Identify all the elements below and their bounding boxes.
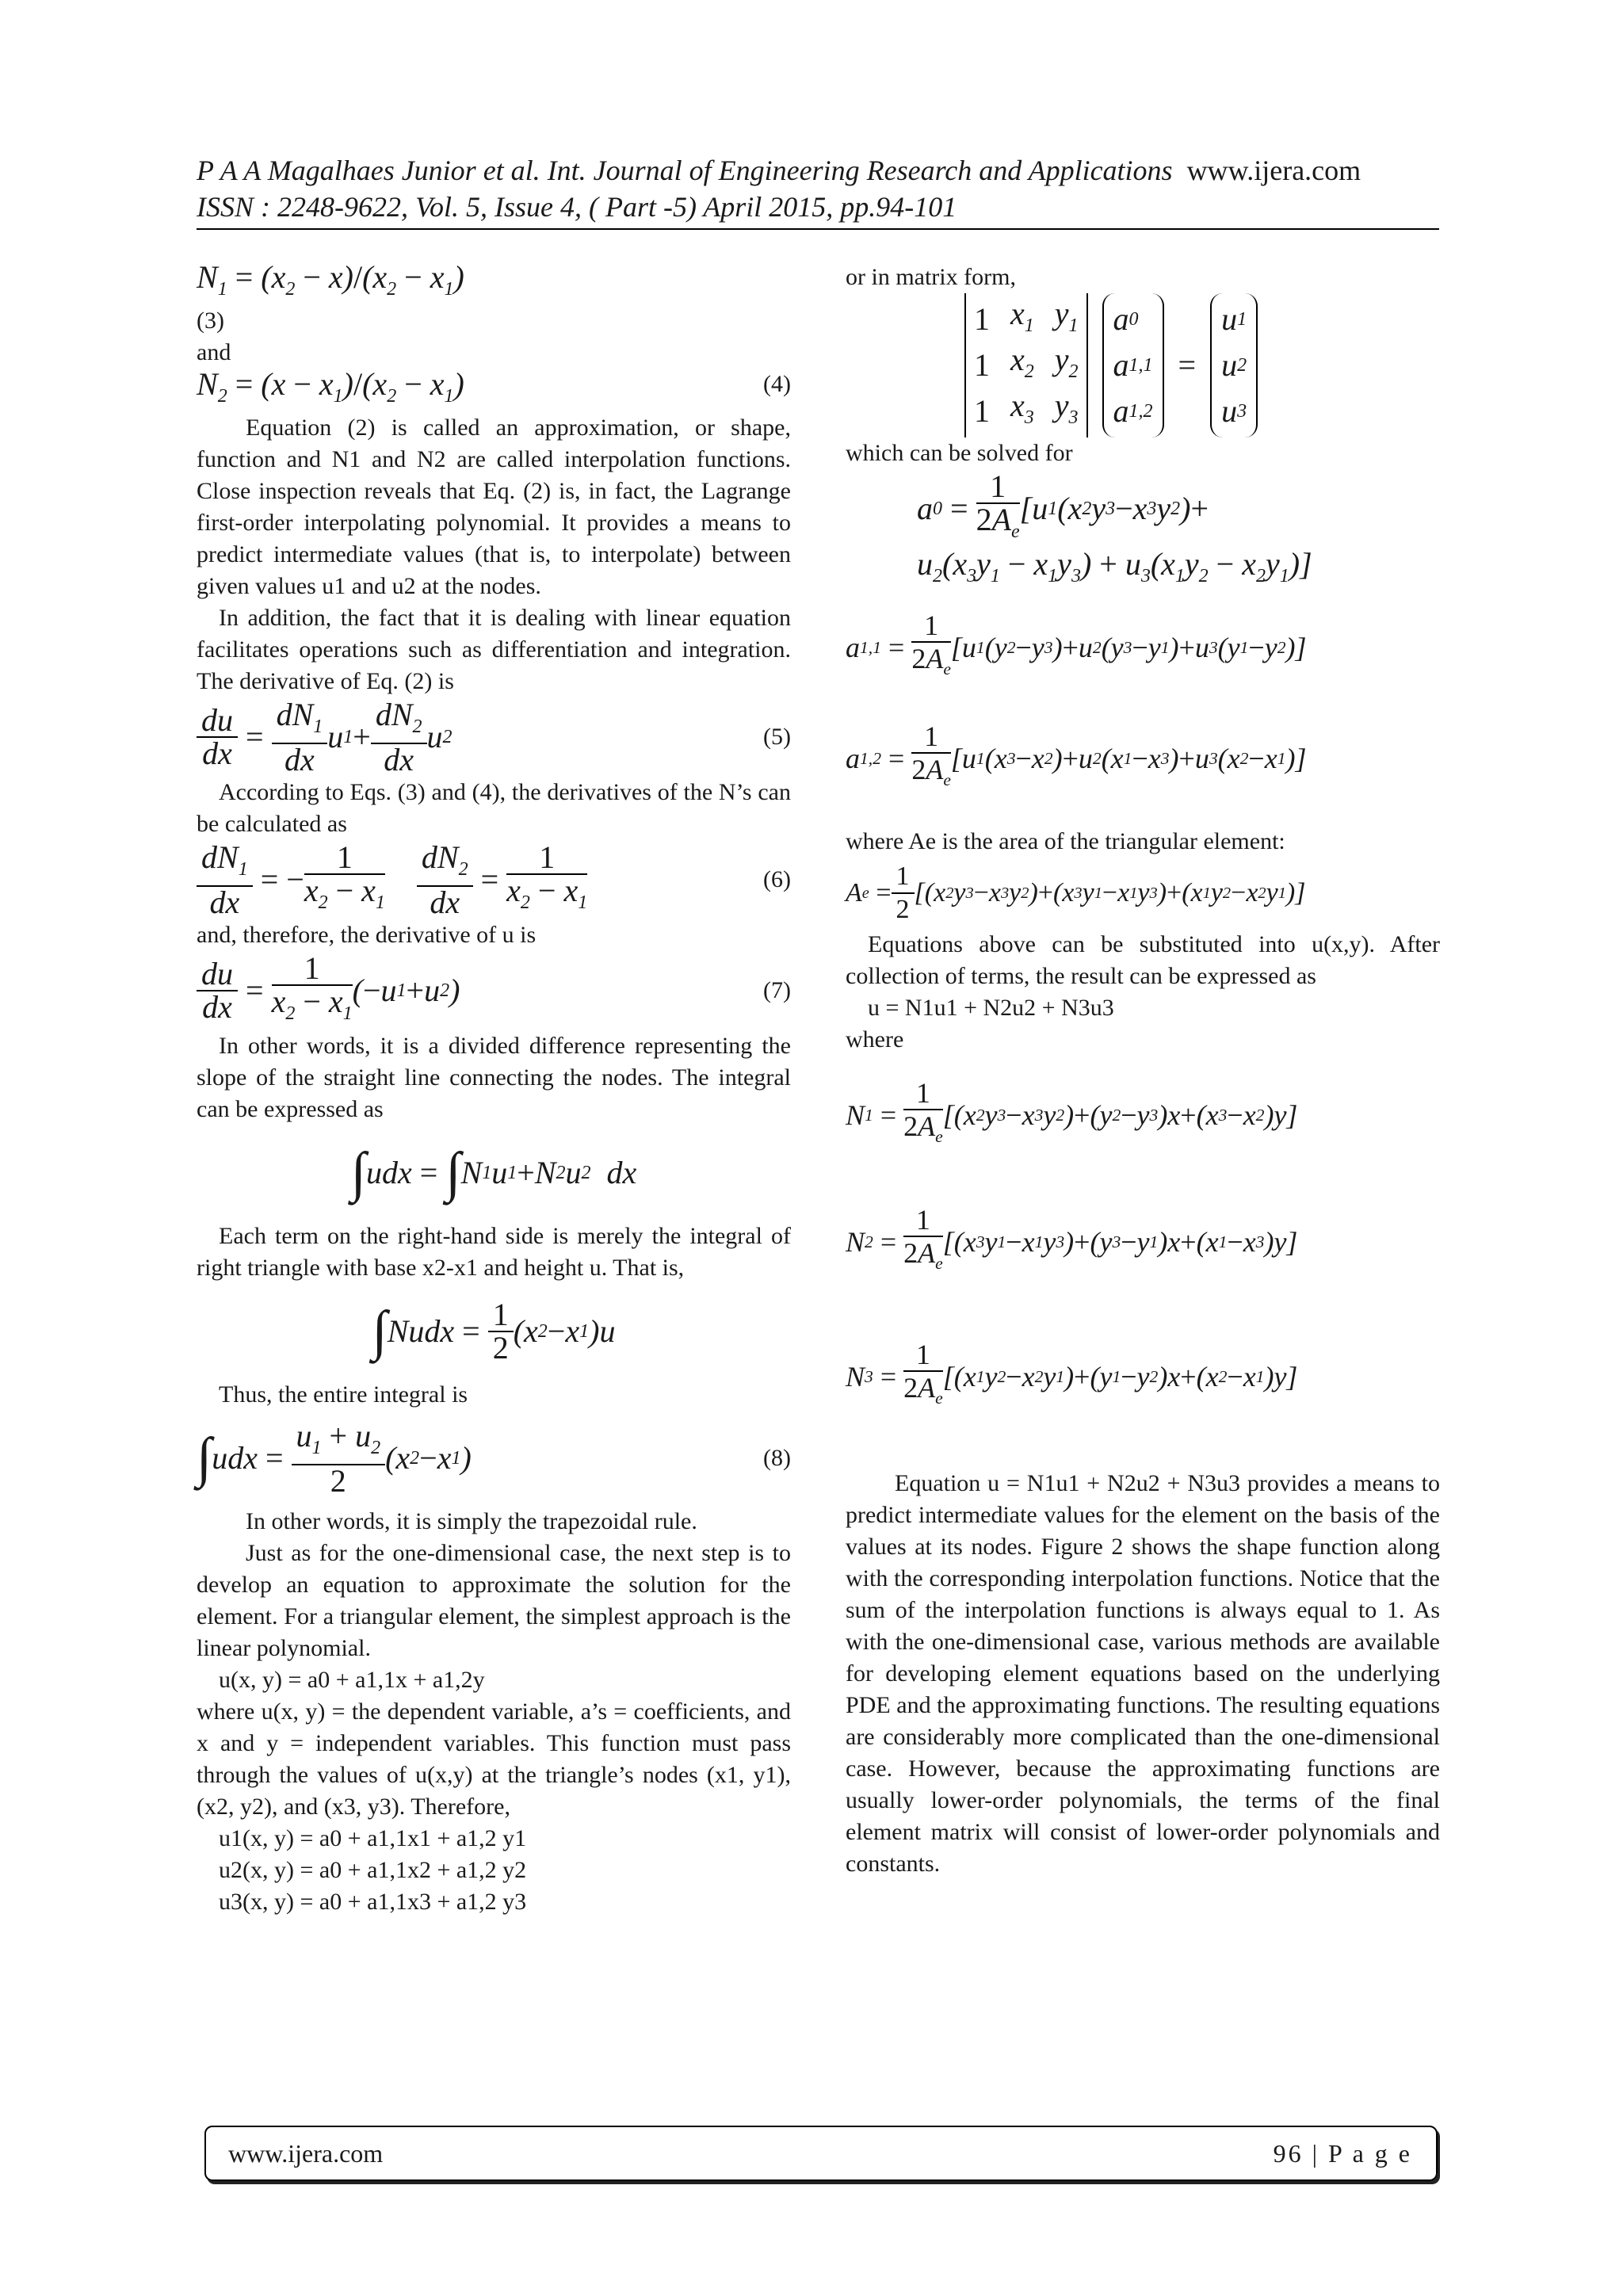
eq3-label: (3) (197, 308, 224, 334)
integral-equation: ∫ udx = ∫ N 1 u 1 + N 2 u 2 dx (350, 1142, 637, 1203)
matrix-equation: 1 $x_1$ $y_1$ 1 $x_2$ $y_2$ 1 $x_3$ $y_3$ a 0 a 1,1 a 1,2 = u 1 u 2 u 3 (964, 293, 1440, 437)
paragraph: Just as for the one-dimensional case, the next step is to develop an equation to approximate the solution for the element. For a triangular element, the simplest approach is the linear polynomial. (197, 1540, 791, 1661)
node-equation-3: u3(x, y) = a0 + a1,1x3 + a1,2 y3 (219, 1889, 527, 1915)
paragraph: In addition, the fact that it is dealing with linear equation facilitates operations such as differentiation and integration. The derivative of Eq. (2) is (197, 605, 791, 694)
page-number: 96 | P a g e (1273, 2139, 1412, 2168)
N1-equation: N 1 = $\frac{1}{2A_e}$ [(x 2 y 3 − x 3 y 2 ) + (y 2 − y 3 )x + (x 3 − x 2 )y] (846, 1077, 1298, 1147)
node-equation-2: u2(x, y) = a0 + a1,1x2 + a1,2 y2 (219, 1857, 527, 1883)
a12-equation: a 1,2 = $\frac{1}{2A_e}$ [u 1 (x 3 − x 2 ) + u 2 (x 1 − x 3 ) + u 3 (x 2 − x 1 )] (846, 720, 1307, 790)
triangle-integral-equation: ∫ Nudx = $\frac{1}{2}$ (x 2 − x 1 )u (372, 1297, 616, 1366)
eq5-label: (5) (763, 724, 791, 750)
area-equation: A e = $\frac{1}{2}$ [(x 2 y 3 − x 3 y 2 ) + (x 3 y 1 − x 1 y 3 ) + (x 1 y 2 − x 2 y 1 )] (846, 861, 1306, 924)
equation-3: $N_1 = (x_2 - x)/(x_2 - x_1)$ (197, 259, 464, 300)
header-line-1: P A A Magalhaes Junior et al. Int. Journal of Engineering Research and Applications www.ijera.com (197, 155, 1361, 186)
node-equation-1: u1(x, y) = a0 + a1,1x1 + a1,2 y1 (219, 1825, 527, 1851)
paragraph: Equations above can be substituted into u(x,y). After collection of terms, the result can be expressed as (846, 931, 1440, 989)
paragraph: which can be solved for (846, 440, 1073, 466)
running-header (197, 152, 1439, 230)
left-column (197, 259, 791, 1918)
page-footer (204, 2126, 1438, 2181)
paragraph: or in matrix form, (846, 264, 1016, 290)
polynomial-line: u(x, y) = a0 + a1,1x + a1,2y (219, 1667, 485, 1693)
N2-equation: N 2 = $\frac{1}{2A_e}$ [(x 3 y 1 − x 1 y 3 ) + (y 3 − y 1 )x + (x 1 − x 3 )y] (846, 1204, 1298, 1274)
a0-equation-cont: $u_2(x_3y_1 - x_1y_3) + u_3(x_1y_2 - x_2y_1)$] (917, 546, 1312, 586)
equation-4: $N_2 = (x - x_1)/(x_2 - x_1)$ (4) (197, 366, 791, 407)
eq6-label: (6) (763, 866, 791, 892)
paragraph: Thus, the entire integral is (219, 1381, 468, 1408)
equation-5: $\frac{du}{dx}$ = $\frac{dN_1}{dx}$ u 1 + $\frac{dN_2}{dx}$ u 2 (5) (197, 697, 791, 777)
paragraph: In other words, it is a divided difference representing the slope of the straight line connecting the nodes. The integral can be expressed as (197, 1033, 791, 1122)
paragraph: According to Eqs. (3) and (4), the derivatives of the N’s can be calculated as (197, 779, 791, 837)
paragraph: Each term on the right-hand side is merely the integral of right triangle with base x2-x1 and height u. That is, (197, 1223, 791, 1281)
u-equation: u = N1u1 + N2u2 + N3u3 (868, 995, 1114, 1021)
a0-equation: a 0 = $\frac{1}{2A_e}$ [u 1 (x 2 y 3 − x 3 y 2 ) + (917, 468, 1209, 542)
a11-equation: a 1,1 = $\frac{1}{2A_e}$ [u 1 (y 2 − y 3 ) + u 2 (y 3 − y 1 ) + u 3 (y 1 − y 2 )] (846, 609, 1307, 679)
paragraph: where u(x, y) = the dependent variable, a’s = coefficients, and x and y = independent variables. This function must pass through the values of u(x,y) at the triangle’s nodes (x1, y1), (x2, y2), and (x3, y3). Therefore, (197, 1698, 791, 1820)
eq4-label: (4) (763, 371, 791, 397)
right-column (846, 262, 1440, 1880)
paragraph: and, therefore, the derivative of u is (197, 922, 537, 948)
and-text: and (197, 339, 231, 365)
value-vector: u 1 u 2 u 3 (1210, 293, 1258, 437)
paragraph: Equation u = N1u1 + N2u2 + N3u3 provides a means to predict intermediate values for the element on the basis of the values at its nodes. Figure 2 shows the shape function along with the corresponding interpolation functions. Notice that the sum of the interpolation functions is always equal to 1. As with the one-dimensional case, various methods are available for developing element equations based on the underlying PDE and the approximating functions. The resulting equations are considerably more complicated than the one-dimensional case. However, because the approximating functions are usually lower-order polynomials, the terms of the final element matrix will consist of lower-order polynomials and constants. (846, 1470, 1440, 1877)
paragraph: In other words, it is simply the trapezoidal rule. (246, 1508, 697, 1534)
paragraph: Equation (2) is called an approximation, or shape, function and N1 and N2 are called interpolation functions. Close inspection reveals that Eq. (2) is, in fact, the Lagrange first-order interpolating polynomial. It provides a means to predict intermediate values (that is, to interpolate) between given values u1 and u2 at the nodes. (197, 415, 791, 599)
equation-8: ∫ udx = $\frac{u_1 + u_2}{2}$ (x 2 − x 1 ) (8) (197, 1417, 791, 1499)
equation-6: $\frac{dN_1}{dx}$ = − $\frac{1}{x_2 - x_1}$ $\frac{dN_2}{dx}$ = $\frac{1}{x_2 - x_1}$ (6) (197, 840, 791, 919)
unknown-vector: a 0 a 1,1 a 1,2 (1102, 293, 1164, 437)
equation-7: $\frac{du}{dx}$ = $\frac{1}{x_2 - x_1}$ ( − u 1 + u 2 ) (7) (197, 951, 791, 1030)
paragraph: where Ae is the area of the triangular element: (846, 828, 1285, 854)
where-text: where (846, 1026, 904, 1052)
eq7-label: (7) (763, 977, 791, 1003)
header-line-2: ISSN : 2248-9622, Vol. 5, Issue 4, ( Part -5) April 2015, pp.94-101 (197, 191, 957, 223)
footer-site-link[interactable]: www.ijera.com (228, 2139, 384, 2168)
eq8-label: (8) (763, 1445, 791, 1471)
header-site-link[interactable]: www.ijera.com (1186, 155, 1361, 186)
coefficient-matrix: 1 $x_1$ $y_1$ 1 $x_2$ $y_2$ 1 $x_3$ $y_3$ (964, 293, 1088, 437)
N3-equation: N 3 = $\frac{1}{2A_e}$ [(x 1 y 2 − x 2 y 1 ) + (y 1 − y 2 )x + (x 2 − x 1 )y] (846, 1339, 1298, 1408)
